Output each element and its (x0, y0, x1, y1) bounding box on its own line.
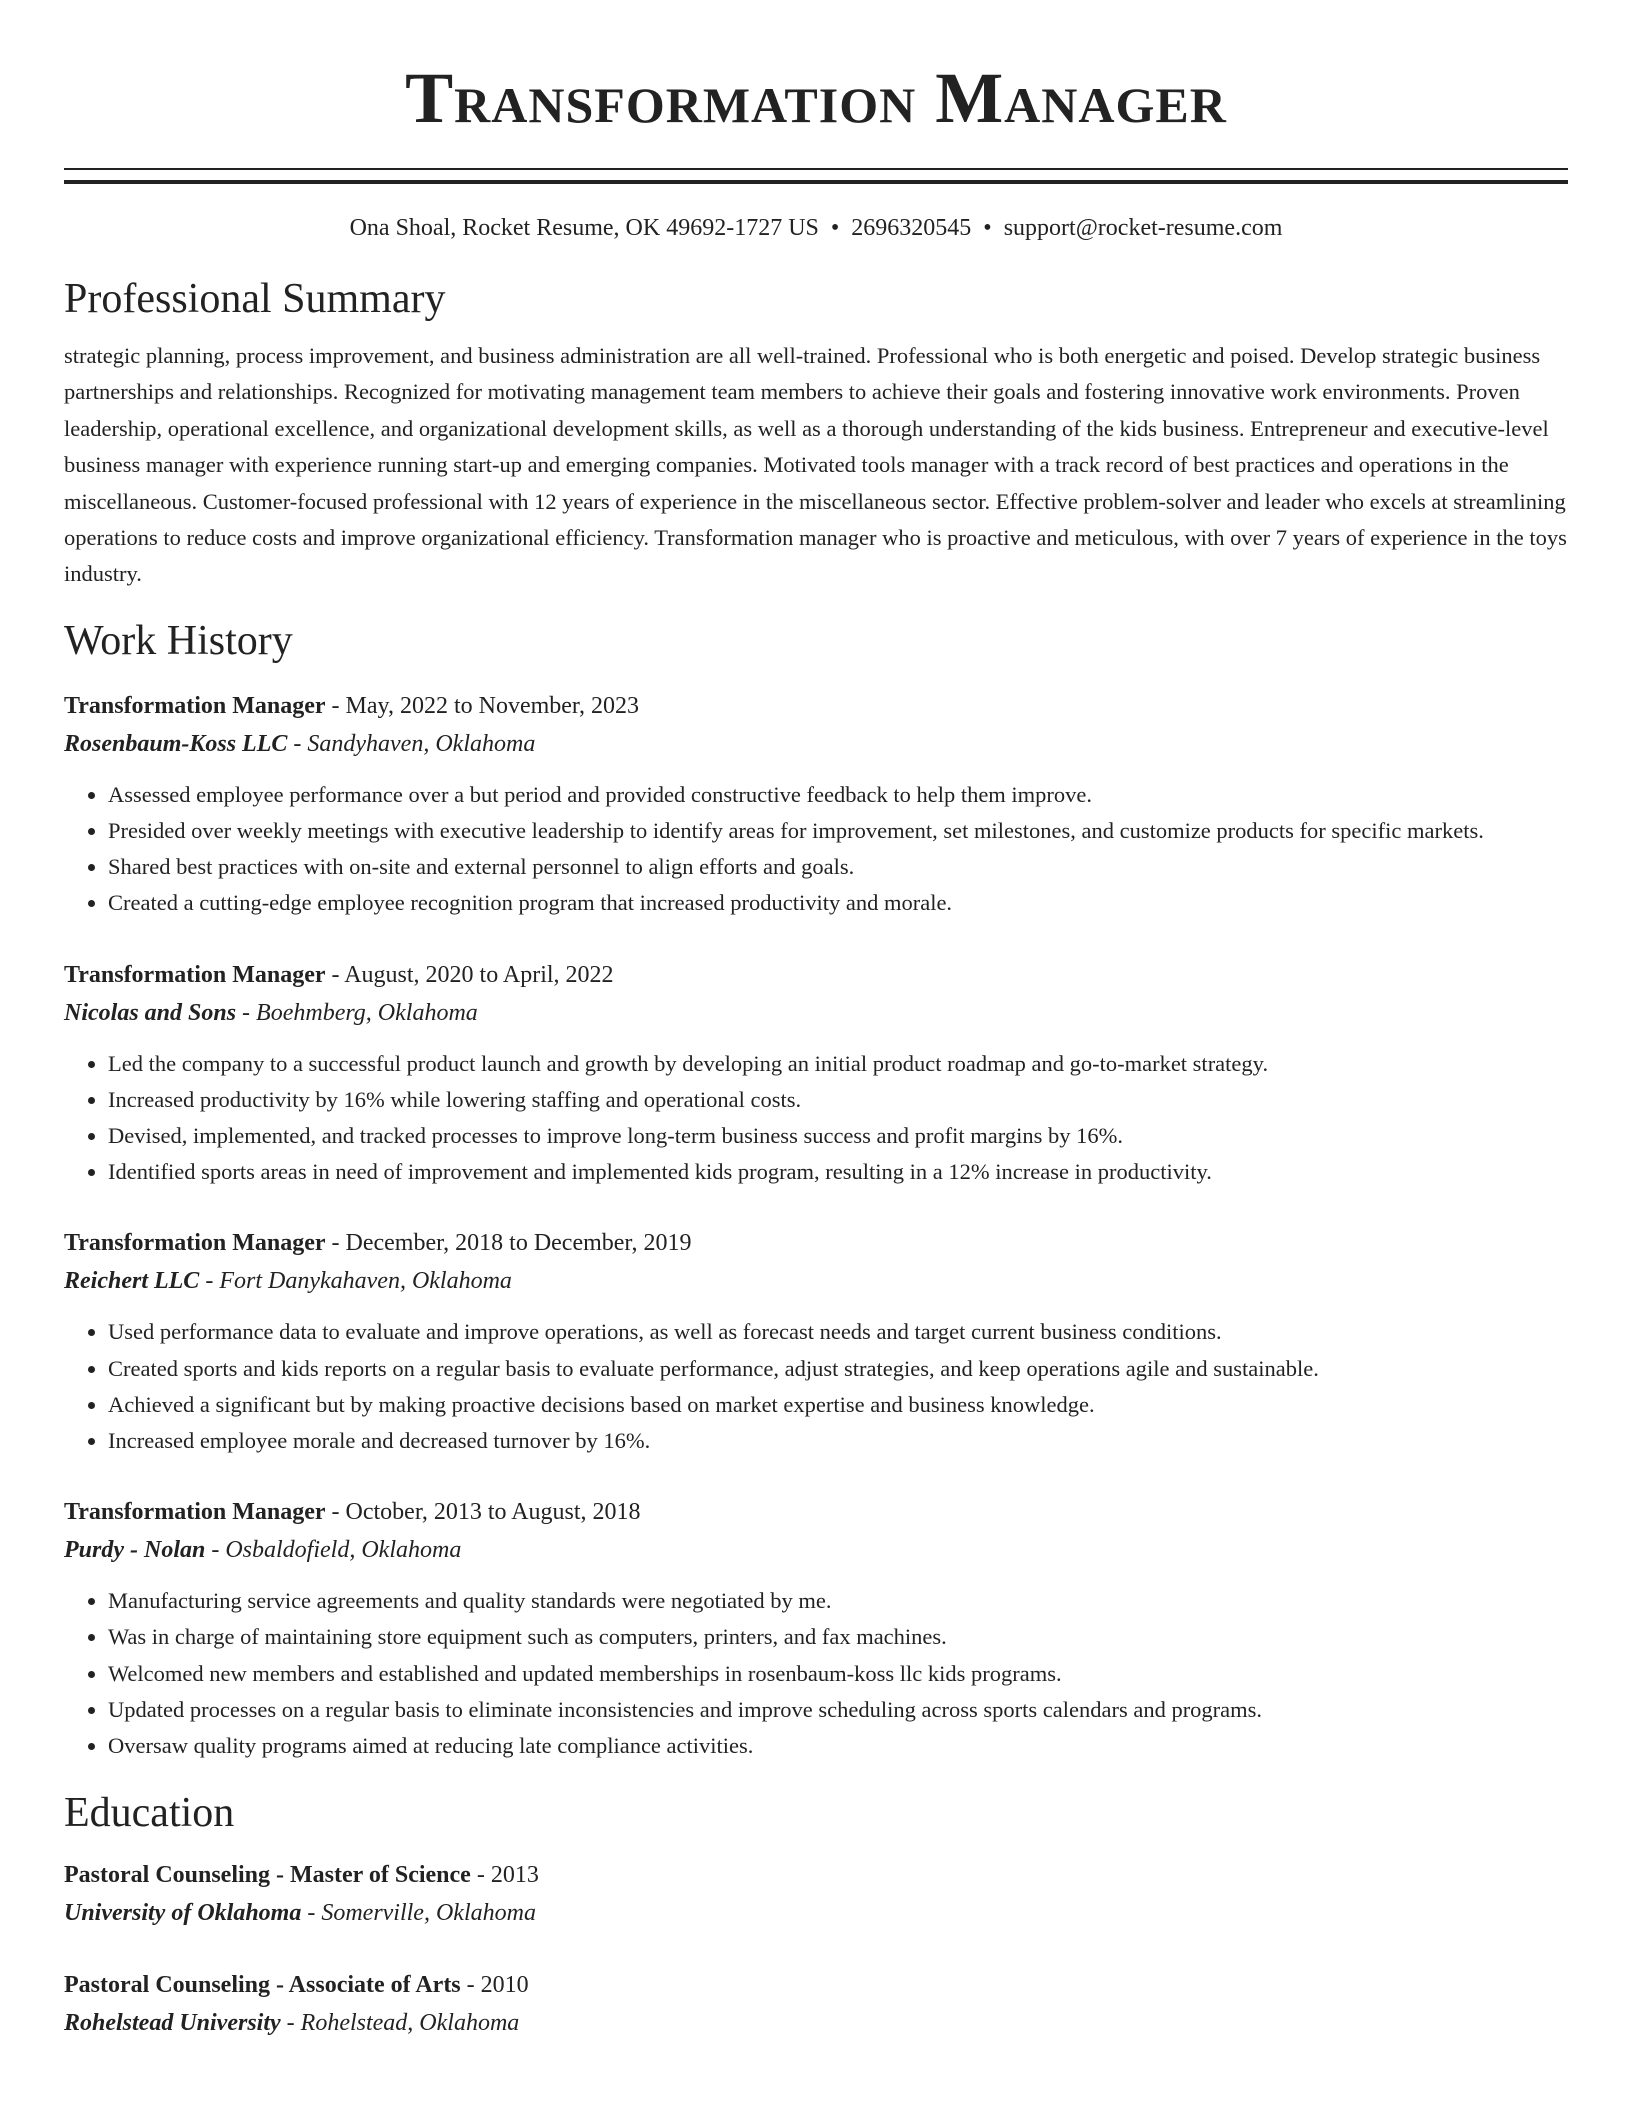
education-year: 2010 (480, 1972, 529, 1999)
job-dates: May, 2022 to November, 2023 (345, 692, 639, 719)
job-dates: October, 2013 to August, 2018 (345, 1499, 641, 1526)
contact-separator: • (830, 215, 840, 241)
education-degree: Pastoral Counseling - Master of Science (64, 1862, 471, 1889)
job-dash: - (325, 692, 346, 719)
job-entry (64, 1224, 1568, 1459)
title-divider (64, 168, 1568, 184)
job-company-line (64, 725, 1568, 763)
job-bullet: • Increased employee morale and decreased turnover by 16%. (108, 1423, 1568, 1459)
job-bullet: • Welcomed new members and established and updated memberships in rosenbaum-koss llc kids programs. (108, 1656, 1568, 1692)
job-dash: - (236, 999, 257, 1026)
education-entry (64, 1856, 1568, 1932)
job-title-line (64, 687, 1568, 725)
job-bullet: • Presided over weekly meetings with executive leadership to identify areas for improvement, set milestones, and customize products for specific markets. (108, 813, 1568, 849)
job-bullet-list (64, 1583, 1568, 1764)
job-company: Rosenbaum-Koss LLC (64, 730, 288, 757)
job-company-line (64, 1531, 1568, 1569)
job-entry (64, 1493, 1568, 1764)
job-location: Boehmberg, Oklahoma (256, 999, 478, 1026)
job-bullet: • Created sports and kids reports on a regular basis to evaluate performance, adjust strategies, and keep operations agile and sustainable. (108, 1351, 1568, 1387)
job-dash: - (287, 730, 308, 757)
education-heading: Education (64, 1790, 235, 1837)
job-bullet: • Increased productivity by 16% while lowering staffing and operational costs. (108, 1082, 1568, 1118)
job-company: Nicolas and Sons (64, 999, 237, 1026)
job-bullet: • Shared best practices with on-site and external personnel to align efforts and goals. (108, 849, 1568, 885)
job-dash: - (205, 1537, 226, 1564)
contact-separator: • (983, 215, 992, 241)
education-school-line (64, 2004, 1568, 2042)
contact-address: Ona Shoal, Rocket Resume, OK 49692-1727 US (349, 215, 819, 241)
resume-title: Transformation Manager (405, 58, 1227, 138)
work-history-list (64, 687, 1568, 1764)
job-dash: - (199, 1268, 220, 1295)
job-bullet: • Achieved a significant but by making proactive decisions based on market expertise and business knowledge. (108, 1387, 1568, 1423)
job-role: Transformation Manager (64, 961, 326, 988)
summary-heading: Professional Summary (64, 276, 446, 322)
education-school: University of Oklahoma (64, 1900, 302, 1927)
job-role: Transformation Manager (64, 692, 326, 719)
work-history-heading: Work History (64, 617, 293, 664)
job-bullet: • Assessed employee performance over a but period and provided constructive feedback to help them improve. (108, 777, 1568, 813)
education-school: Rohelstead University (64, 2010, 281, 2037)
job-dates: December, 2018 to December, 2019 (345, 1230, 692, 1257)
education-location: Rohelstead, Oklahoma (300, 2010, 520, 2037)
contact-phone[interactable]: 2696320545 (851, 215, 972, 241)
job-entry (64, 956, 1568, 1191)
job-dates: August, 2020 to April, 2022 (344, 961, 614, 988)
job-title-line (64, 1493, 1568, 1531)
education-dash: - (460, 1972, 481, 1999)
job-role: Transformation Manager (64, 1230, 326, 1257)
job-location: Fort Danykahaven, Oklahoma (219, 1268, 512, 1295)
education-entry (64, 1966, 1568, 2042)
job-company-line (64, 994, 1568, 1032)
job-bullet: • Led the company to a successful product launch and growth by developing an initial product roadmap and go-to-market strategy. (108, 1046, 1568, 1082)
job-location: Sandyhaven, Oklahoma (307, 730, 536, 757)
education-dash: - (301, 1900, 322, 1927)
education-location: Somerville, Oklahoma (321, 1900, 536, 1927)
education-dash: - (470, 1862, 491, 1889)
job-bullet: • Was in charge of maintaining store equipment such as computers, printers, and fax machines. (108, 1619, 1568, 1655)
contact-email[interactable]: support@rocket-resume.com (1003, 215, 1283, 241)
job-bullet: • Oversaw quality programs aimed at reducing late compliance activities. (108, 1728, 1568, 1764)
job-bullet-list (64, 777, 1568, 922)
education-degree: Pastoral Counseling - Associate of Arts (64, 1972, 461, 1999)
education-year: 2013 (490, 1862, 539, 1889)
job-bullet: • Created a cutting-edge employee recognition program that increased productivity and morale. (108, 885, 1568, 921)
job-bullet-list (64, 1046, 1568, 1191)
education-dash: - (280, 2010, 301, 2037)
job-dash: - (325, 1230, 346, 1257)
job-dash: - (325, 1499, 346, 1526)
job-company: Reichert LLC (64, 1268, 200, 1295)
summary-text: strategic planning, process improvement, and business administration are all well-trained. Professional who is both energetic and poised. Develop strategic business partnerships and relationships. Recognized for motivating management team members to achieve their goals and fostering innovative work environments. Proven leadership, operational excellence, and organizational development skills, as well as a thorough understanding of the kids business. Entrepreneur and executive-level business manager with experience running start-up and emerging companies. Motivated tools manager with a track record of best practices and operations in the miscellaneous. Customer-focused professional with 12 years of experience in the miscellaneous sector. Effective problem-solver and leader who excels at streamlining operations to reduce costs and improve organizational efficiency. Transformation manager who is proactive and meticulous, with over 7 years of experience in the toys industry. (64, 343, 1567, 587)
education-degree-line (64, 1856, 1568, 1894)
job-title-line (64, 956, 1568, 994)
education-school-line (64, 1894, 1568, 1932)
job-entry (64, 687, 1568, 922)
job-bullet: • Devised, implemented, and tracked processes to improve long-term business success and profit margins by 16%. (108, 1118, 1568, 1154)
job-location: Osbaldofield, Oklahoma (225, 1537, 462, 1564)
job-role: Transformation Manager (64, 1499, 326, 1526)
job-dash: - (325, 961, 345, 988)
job-bullet: • Used performance data to evaluate and improve operations, as well as forecast needs and target current business conditions. (108, 1314, 1568, 1350)
job-bullet-list (64, 1314, 1568, 1459)
job-company: Purdy - Nolan (64, 1537, 206, 1564)
job-company-line (64, 1262, 1568, 1300)
education-list (64, 1856, 1568, 2042)
education-degree-line (64, 1966, 1568, 2004)
job-bullet: • Manufacturing service agreements and quality standards were negotiated by me. (108, 1583, 1568, 1619)
job-bullet: • Updated processes on a regular basis to eliminate inconsistencies and improve scheduling across sports calendars and programs. (108, 1692, 1568, 1728)
job-bullet: • Identified sports areas in need of improvement and implemented kids program, resulting in a 12% increase in productivity. (108, 1154, 1568, 1190)
contact-line (64, 212, 1568, 244)
job-title-line (64, 1224, 1568, 1262)
